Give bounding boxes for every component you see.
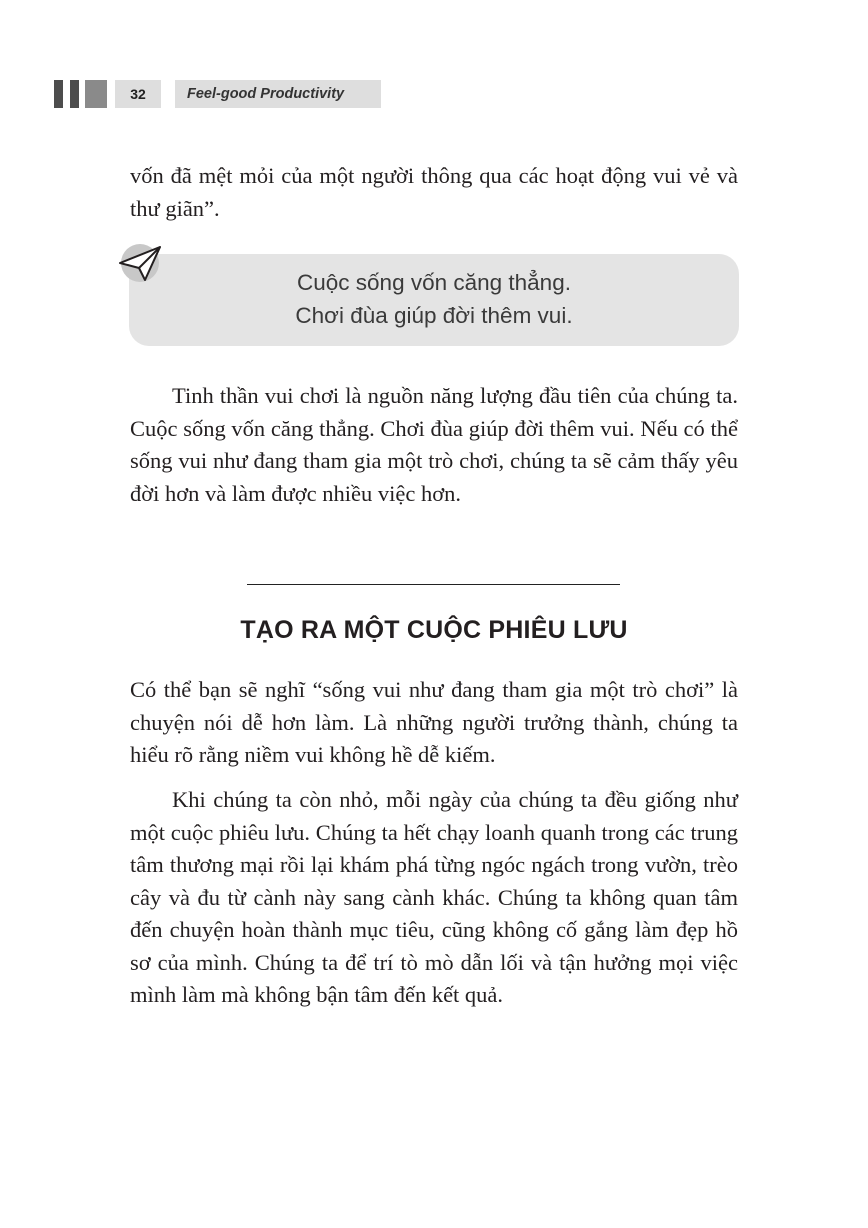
- header-bar: [54, 80, 63, 108]
- header-bar: [85, 80, 107, 108]
- paragraph-2: Có thể bạn sẽ nghĩ “sống vui như đang tham gia một trò chơi” là chuyện nói dễ hơn làm. Là những người trưởng thành, chúng ta hiểu rõ rằng niềm vui không hề dễ kiếm.: [130, 677, 738, 767]
- section-divider: [247, 584, 620, 585]
- pull-quote-line-1: Cuộc sống vốn căng thẳng.: [297, 270, 571, 295]
- section-heading: TẠO RA MỘT CUỘC PHIÊU LƯU: [240, 616, 628, 644]
- paper-plane-icon: [117, 240, 163, 286]
- pull-quote: [129, 266, 739, 332]
- paragraph-3: Khi chúng ta còn nhỏ, mỗi ngày của chúng ta đều giống như một cuộc phiêu lưu. Chúng ta hết chạy loanh quanh trong các trung tâm thương mại rồi lại khám phá từng ngóc ngách trong vườn, trèo cây và đu từ cành này sang cành khác. Chúng ta không quan tâm đến chuyện hoàn thành mục tiêu, cũng không cố gắng làm đẹp hồ sơ của mình. Chúng ta để trí tò mò dẫn lối và tận hưởng mọi việc mình làm mà không bận tâm đến kết quả.: [130, 787, 738, 1007]
- page-number: 32: [115, 80, 161, 108]
- running-title: Feel-good Productivity: [175, 80, 381, 108]
- paragraph-1: Tinh thần vui chơi là nguồn năng lượng đầu tiên của chúng ta. Cuộc sống vốn căng thẳng. Chơi đùa giúp đời thêm vui. Nếu có thể sống vui như đang tham gia một trò chơi, chúng ta sẽ cảm thấy yêu đời hơn và làm được nhiều việc hơn.: [130, 383, 738, 506]
- continuation-paragraph: vốn đã mệt mỏi của một người thông qua các hoạt động vui vẻ và thư giãn”.: [130, 163, 738, 221]
- header-bar: [70, 80, 79, 108]
- pull-quote-line-2: Chơi đùa giúp đời thêm vui.: [295, 303, 573, 328]
